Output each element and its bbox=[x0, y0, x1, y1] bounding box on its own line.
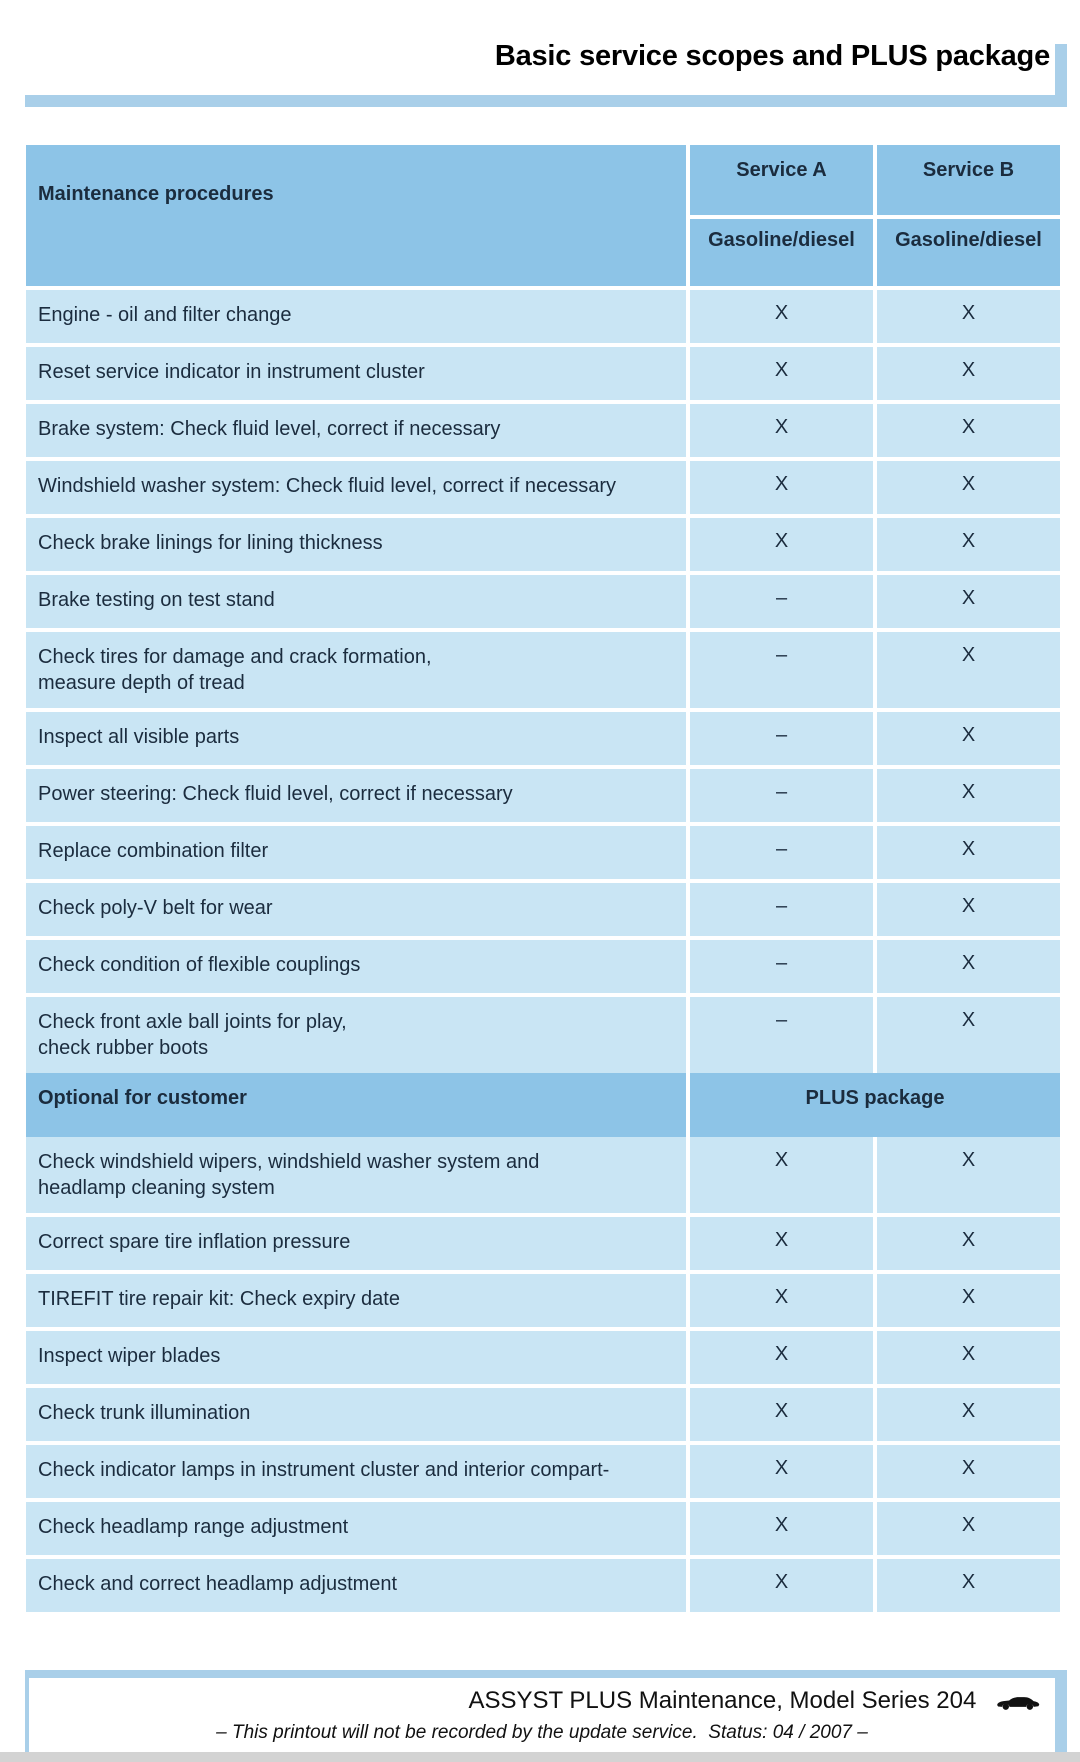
procedure-label: Inspect all visible parts bbox=[26, 712, 686, 765]
plus-rows-group bbox=[26, 1137, 1060, 1612]
procedure-label: Check headlamp range adjustment bbox=[26, 1502, 686, 1555]
service-a-mark: X bbox=[690, 1137, 873, 1213]
service-b-mark: X bbox=[877, 1137, 1060, 1213]
table-row bbox=[26, 1559, 1060, 1612]
plus-package-cell: PLUS package bbox=[690, 1073, 1060, 1137]
procedure-label: Check tires for damage and crack formation, measure depth of tread bbox=[26, 632, 686, 708]
service-b-mark: X bbox=[877, 1274, 1060, 1327]
procedure-label: Check and correct headlamp adjustment bbox=[26, 1559, 686, 1612]
procedure-label: Replace combination filter bbox=[26, 826, 686, 879]
table-row bbox=[26, 997, 1060, 1073]
table-row bbox=[26, 1388, 1060, 1441]
procedure-label: Check poly-V belt for wear bbox=[26, 883, 686, 936]
section-row bbox=[26, 1073, 1060, 1137]
procedure-label: Check windshield wipers, windshield washer system and headlamp cleaning system bbox=[26, 1137, 686, 1213]
table-row bbox=[26, 940, 1060, 993]
page-title: Basic service scopes and PLUS package bbox=[494, 40, 1050, 72]
service-b-mark: X bbox=[877, 883, 1060, 936]
service-a-mark: X bbox=[690, 1388, 873, 1441]
service-a-mark: X bbox=[690, 1502, 873, 1555]
procedure-label: Windshield washer system: Check fluid level, correct if necessary bbox=[26, 461, 686, 514]
service-a-mark: – bbox=[690, 769, 873, 822]
procedure-label: Reset service indicator in instrument cluster bbox=[26, 347, 686, 400]
table-row bbox=[26, 883, 1060, 936]
table-row bbox=[26, 1445, 1060, 1498]
service-b-mark: X bbox=[877, 632, 1060, 708]
service-a-mark: X bbox=[690, 404, 873, 457]
service-a-header: Service A bbox=[690, 145, 873, 215]
service-a-mark: – bbox=[690, 575, 873, 628]
service-b-mark: X bbox=[877, 1217, 1060, 1270]
service-a-mark: – bbox=[690, 712, 873, 765]
procedure-label: Check trunk illumination bbox=[26, 1388, 686, 1441]
table-row bbox=[26, 1274, 1060, 1327]
service-b-header: Service B bbox=[877, 145, 1060, 215]
service-b-mark: X bbox=[877, 826, 1060, 879]
service-b-mark: X bbox=[877, 461, 1060, 514]
service-b-mark: X bbox=[877, 1388, 1060, 1441]
table-row bbox=[26, 712, 1060, 765]
table-row bbox=[26, 518, 1060, 571]
service-b-mark: X bbox=[877, 518, 1060, 571]
table-header bbox=[26, 145, 1060, 286]
service-a-mark: – bbox=[690, 883, 873, 936]
service-a-mark: X bbox=[690, 1217, 873, 1270]
table-row bbox=[26, 461, 1060, 514]
footer-note: – This printout will not be recorded by the update service. Status: 04 / 2007 – bbox=[216, 1722, 868, 1743]
procedures-header-cell: Maintenance procedures bbox=[26, 145, 686, 286]
service-b-mark: X bbox=[877, 940, 1060, 993]
footer-box bbox=[25, 1670, 1067, 1752]
procedure-label: Check front axle ball joints for play, check rubber boots bbox=[26, 997, 686, 1073]
table-row bbox=[26, 632, 1060, 708]
procedure-label: Brake testing on test stand bbox=[26, 575, 686, 628]
bottom-gray-bar bbox=[0, 1752, 1080, 1762]
fuel-type-a: Gasoline/diesel bbox=[690, 219, 873, 286]
table-row bbox=[26, 1137, 1060, 1213]
service-b-mark: X bbox=[877, 404, 1060, 457]
basic-rows-group bbox=[26, 290, 1060, 1073]
procedure-label: Check condition of flexible couplings bbox=[26, 940, 686, 993]
service-a-mark: X bbox=[690, 1331, 873, 1384]
service-a-mark: X bbox=[690, 1559, 873, 1612]
service-b-mark: X bbox=[877, 997, 1060, 1073]
title-corner-bar bbox=[1055, 44, 1067, 107]
table-row bbox=[26, 1331, 1060, 1384]
service-b-mark: X bbox=[877, 712, 1060, 765]
section-label: Optional for customer bbox=[26, 1073, 686, 1137]
footer-title bbox=[29, 1687, 1055, 1718]
service-b-mark: X bbox=[877, 1559, 1060, 1612]
service-header-grid bbox=[690, 145, 1060, 286]
table-row bbox=[26, 1502, 1060, 1555]
service-a-mark: X bbox=[690, 518, 873, 571]
fuel-type-b: Gasoline/diesel bbox=[877, 219, 1060, 286]
table-row bbox=[26, 290, 1060, 343]
service-b-mark: X bbox=[877, 347, 1060, 400]
procedure-label: TIREFIT tire repair kit: Check expiry date bbox=[26, 1274, 686, 1327]
car-icon bbox=[995, 1690, 1041, 1718]
service-a-mark: – bbox=[690, 632, 873, 708]
procedure-label: Check brake linings for lining thickness bbox=[26, 518, 686, 571]
service-b-mark: X bbox=[877, 1331, 1060, 1384]
procedure-label: Engine - oil and filter change bbox=[26, 290, 686, 343]
service-a-mark: X bbox=[690, 1445, 873, 1498]
service-a-mark: – bbox=[690, 826, 873, 879]
title-underline-bar bbox=[25, 95, 1067, 107]
service-a-mark: X bbox=[690, 290, 873, 343]
table-row bbox=[26, 826, 1060, 879]
table-row bbox=[26, 769, 1060, 822]
service-b-mark: X bbox=[877, 575, 1060, 628]
procedure-label: Brake system: Check fluid level, correct if necessary bbox=[26, 404, 686, 457]
table-row bbox=[26, 575, 1060, 628]
service-b-mark: X bbox=[877, 769, 1060, 822]
table-row bbox=[26, 1217, 1060, 1270]
maintenance-table bbox=[26, 145, 1060, 1612]
procedure-label: Power steering: Check fluid level, correct if necessary bbox=[26, 769, 686, 822]
service-b-mark: X bbox=[877, 290, 1060, 343]
footer-title-text: ASSYST PLUS Maintenance, Model Series 204 bbox=[468, 1687, 977, 1714]
service-a-mark: – bbox=[690, 940, 873, 993]
service-b-mark: X bbox=[877, 1445, 1060, 1498]
service-a-mark: X bbox=[690, 347, 873, 400]
table-row bbox=[26, 404, 1060, 457]
service-a-mark: X bbox=[690, 461, 873, 514]
service-a-mark: – bbox=[690, 997, 873, 1073]
procedure-label: Inspect wiper blades bbox=[26, 1331, 686, 1384]
procedure-label: Check indicator lamps in instrument cluster and interior compart- bbox=[26, 1445, 686, 1498]
service-b-mark: X bbox=[877, 1502, 1060, 1555]
service-a-mark: X bbox=[690, 1274, 873, 1327]
procedure-label: Correct spare tire inflation pressure bbox=[26, 1217, 686, 1270]
table-row bbox=[26, 347, 1060, 400]
